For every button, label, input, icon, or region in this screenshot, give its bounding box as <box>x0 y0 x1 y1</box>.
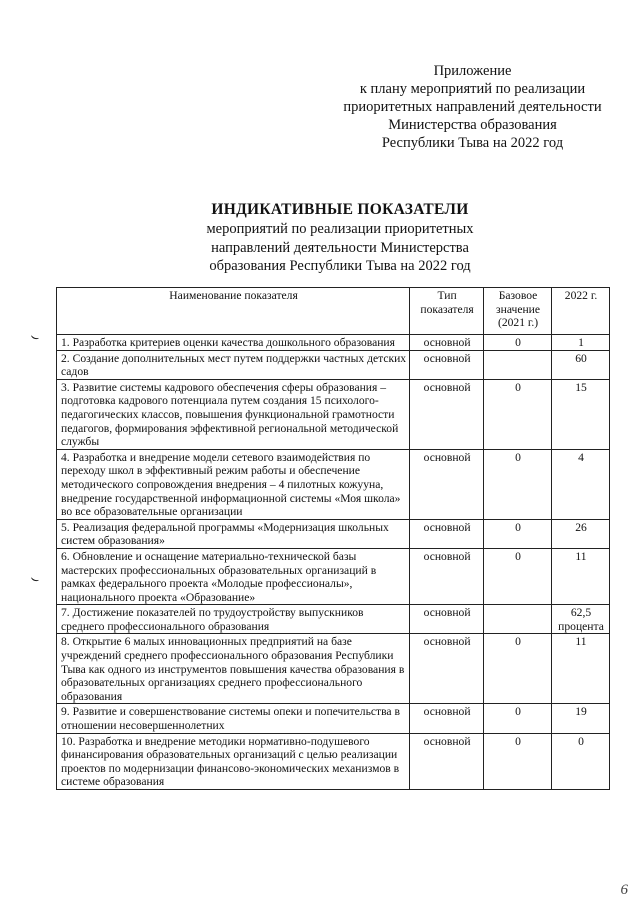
cell-type: основной <box>410 634 484 704</box>
cell-name: 3. Развитие системы кадрового обеспечения сферы образования – подготовка кадрового потенциала путем создания 15 психолого-педагогических классов, повышения функциональной грамотности педагогов, формирования эффективной региональной методической службы <box>57 379 410 449</box>
cell-base <box>484 605 552 634</box>
document-title <box>130 200 550 276</box>
title-sub-line: образования Республики Тыва на 2022 год <box>209 258 471 274</box>
margin-mark: ⌣ <box>27 570 42 589</box>
appendix-line: Республики Тыва на 2022 год <box>381 135 564 151</box>
cell-year: 60 <box>552 350 610 379</box>
cell-base: 0 <box>484 449 552 519</box>
cell-year: 26 <box>552 519 610 548</box>
cell-base: 0 <box>484 704 552 733</box>
cell-base: 0 <box>484 379 552 449</box>
cell-type: основной <box>410 704 484 733</box>
appendix-line: Министерства образования <box>388 117 557 133</box>
cell-base: 0 <box>484 634 552 704</box>
cell-name: 1. Разработка критериев оценки качества дошкольного образования <box>57 335 410 351</box>
table-row <box>57 634 610 704</box>
cell-base: 0 <box>484 733 552 789</box>
cell-name: 8. Открытие 6 малых инновационных предприятий на базе учреждений среднего профессионального образования Республики Тыва как одного из инструментов повышения качества образования в образовательных организациях среднего профессионального образования <box>57 634 410 704</box>
title-main: ИНДИКАТИВНЫЕ ПОКАЗАТЕЛИ <box>211 201 469 218</box>
table-row <box>57 449 610 519</box>
page-number: 6 <box>620 882 628 898</box>
table-row <box>57 704 610 733</box>
table-header-row <box>57 288 610 335</box>
table-row <box>57 379 610 449</box>
cell-name: 10. Разработка и внедрение методики нормативно-подушевого финансирования образовательных организаций с целью реализации проектов по модернизации финансово-экономических механизмов в системе образования <box>57 733 410 789</box>
header-base: Базовое значение (2021 г.) <box>484 288 552 335</box>
appendix-header <box>300 62 640 152</box>
cell-year: 11 <box>552 634 610 704</box>
title-sub-line: направлений деятельности Министерства <box>211 239 469 256</box>
cell-year: 4 <box>552 449 610 519</box>
cell-type: основной <box>410 335 484 351</box>
cell-base: 0 <box>484 335 552 351</box>
header-name: Наименование показателя <box>57 288 410 335</box>
cell-type: основной <box>410 733 484 789</box>
cell-type: основной <box>410 449 484 519</box>
cell-year: 15 <box>552 379 610 449</box>
cell-year: 11 <box>552 548 610 604</box>
cell-type: основной <box>410 548 484 604</box>
cell-year: 62,5 процента <box>552 605 610 634</box>
appendix-line: приоритетных направлений деятельности <box>343 99 602 115</box>
table-row <box>57 519 610 548</box>
cell-year: 19 <box>552 704 610 733</box>
header-type: Тип показателя <box>410 288 484 335</box>
cell-name: 5. Реализация федеральной программы «Модернизация школьных систем образования» <box>57 519 410 548</box>
cell-base: 0 <box>484 519 552 548</box>
cell-name: 7. Достижение показателей по трудоустройству выпускников среднего профессионального образования <box>57 605 410 634</box>
cell-type: основной <box>410 519 484 548</box>
table-row <box>57 605 610 634</box>
cell-name: 6. Обновление и оснащение материально-технической базы мастерских профессиональных образовательных организаций в рамках федерального проекта «Молодые профессионалы», национального проекта «Образование» <box>57 548 410 604</box>
appendix-line: Приложение <box>433 63 512 79</box>
cell-base: 0 <box>484 548 552 604</box>
title-sub-line: мероприятий по реализации приоритетных <box>206 221 474 237</box>
cell-name: 2. Создание дополнительных мест путем поддержки частных детских садов <box>57 350 410 379</box>
appendix-line: к плану мероприятий по реализации <box>359 81 586 97</box>
header-year: 2022 г. <box>552 288 610 335</box>
cell-type: основной <box>410 350 484 379</box>
cell-name: 4. Разработка и внедрение модели сетевого взаимодействия по переходу школ в эффективный режим работы и обеспечение методического сопровождения внедрения – 4 пилотных кожууна, внедрение государственной информационной системы «Моя школа» во все образовательные организации <box>57 449 410 519</box>
cell-type: основной <box>410 605 484 634</box>
table-row <box>57 350 610 379</box>
table-row <box>57 335 610 351</box>
cell-year: 0 <box>552 733 610 789</box>
table-row <box>57 548 610 604</box>
cell-year: 1 <box>552 335 610 351</box>
cell-name: 9. Развитие и совершенствование системы опеки и попечительства в отношении несовершеннолетних <box>57 704 410 733</box>
cell-base <box>484 350 552 379</box>
indicators-table <box>56 287 610 790</box>
table-row <box>57 733 610 789</box>
cell-type: основной <box>410 379 484 449</box>
margin-mark: ⌣ <box>27 328 42 347</box>
